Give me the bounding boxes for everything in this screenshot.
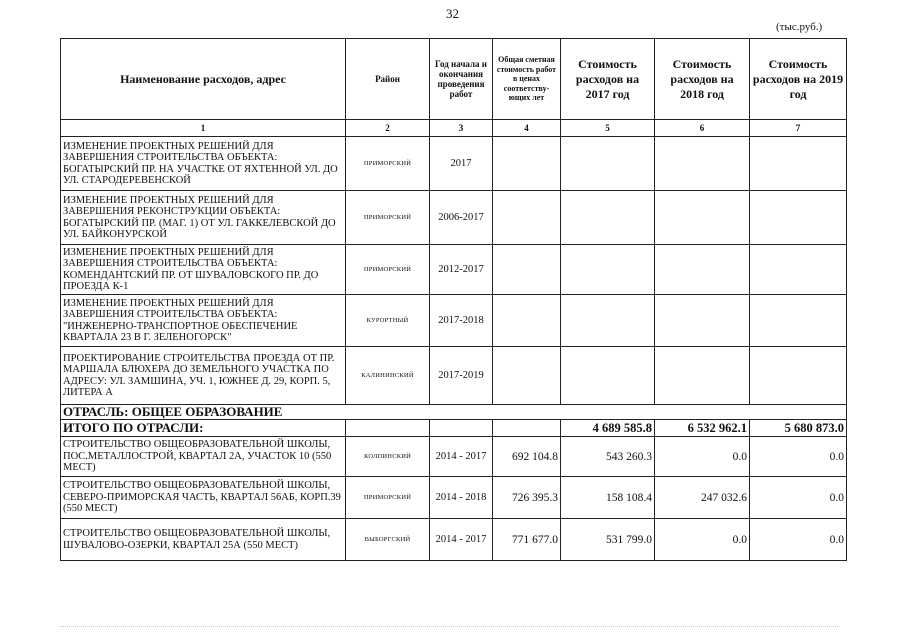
header-cost-2019: Стоимость расходов на 2019 год xyxy=(750,39,847,120)
cost-2017 xyxy=(561,137,655,191)
estimate-cost xyxy=(493,245,561,295)
expense-name: ИЗМЕНЕНИЕ ПРОЕКТНЫХ РЕШЕНИЙ ДЛЯ ЗАВЕРШЕНИЯ РЕКОНСТРУКЦИИ ОБЪЕКТА: БОГАТЫРСКИЙ ПР. (МАГ. 1) ОТ УЛ. ГАККЕЛЕВСКОЙ ДО УЛ. БАЙКОНУРСКОЙ xyxy=(61,191,346,245)
column-number: 1 xyxy=(61,120,346,137)
estimate-cost: 771 677.0 xyxy=(493,519,561,561)
cost-2018 xyxy=(655,137,750,191)
header-cost-2017: Стоимость расходов на 2017 год xyxy=(561,39,655,120)
scan-artifact-line xyxy=(60,626,840,629)
cost-2019: 0.0 xyxy=(750,519,847,561)
cost-2018 xyxy=(655,295,750,347)
expense-name: СТРОИТЕЛЬСТВО ОБЩЕОБРАЗОВАТЕЛЬНОЙ ШКОЛЫ, СЕВЕРО-ПРИМОРСКАЯ ЧАСТЬ, КВАРТАЛ 56АБ, КОРП.39 (550 МЕСТ) xyxy=(61,477,346,519)
column-number-row xyxy=(61,120,847,137)
empty-cell xyxy=(493,420,561,437)
header-estimate: Общая сметная стоимость работ в ценах соответству-ющих лет xyxy=(493,39,561,120)
column-number: 5 xyxy=(561,120,655,137)
header-district: Район xyxy=(346,39,430,120)
estimate-cost xyxy=(493,191,561,245)
estimate-cost xyxy=(493,295,561,347)
district: КАЛИНИНСКИЙ xyxy=(346,347,430,405)
work-years: 2014 - 2018 xyxy=(430,477,493,519)
table-row xyxy=(61,191,847,245)
work-years: 2014 - 2017 xyxy=(430,519,493,561)
column-number: 4 xyxy=(493,120,561,137)
empty-cell xyxy=(346,420,430,437)
header-years: Год начала и окончания проведения работ xyxy=(430,39,493,120)
total-2017: 4 689 585.8 xyxy=(561,420,655,437)
expense-name: ПРОЕКТИРОВАНИЕ СТРОИТЕЛЬСТВА ПРОЕЗДА ОТ ПР. МАРШАЛА БЛЮХЕРА ДО ЗЕМЕЛЬНОГО УЧАСТКА ПО АДРЕСУ: УЛ. ЗАМШИНА, УЧ. 1, ЮЖНЕЕ Д. 29, КОРП. 5, ЛИТЕРА А xyxy=(61,347,346,405)
table-row xyxy=(61,347,847,405)
column-number: 3 xyxy=(430,120,493,137)
units-label: (тыс.руб.) xyxy=(776,21,823,33)
table-row xyxy=(61,519,847,561)
cost-2018 xyxy=(655,347,750,405)
section-total-label: ИТОГО ПО ОТРАСЛИ: xyxy=(61,420,346,437)
empty-cell xyxy=(430,420,493,437)
district: ПРИМОРСКИЙ xyxy=(346,245,430,295)
table-row xyxy=(61,477,847,519)
cost-2017 xyxy=(561,245,655,295)
cost-2019 xyxy=(750,347,847,405)
work-years: 2014 - 2017 xyxy=(430,437,493,477)
cost-2017: 158 108.4 xyxy=(561,477,655,519)
work-years: 2006-2017 xyxy=(430,191,493,245)
column-number: 6 xyxy=(655,120,750,137)
total-2018: 6 532 962.1 xyxy=(655,420,750,437)
cost-2018: 0.0 xyxy=(655,437,750,477)
cost-2017: 543 260.3 xyxy=(561,437,655,477)
work-years: 2017-2018 xyxy=(430,295,493,347)
expense-name: ИЗМЕНЕНИЕ ПРОЕКТНЫХ РЕШЕНИЙ ДЛЯ ЗАВЕРШЕНИЯ СТРОИТЕЛЬСТВА ОБЪЕКТА: БОГАТЫРСКИЙ ПР. НА УЧАСТКЕ ОТ ЯХТЕННОЙ УЛ. ДО УЛ. СТАРОДЕРЕВЕНСКОЙ xyxy=(61,137,346,191)
page-number: 32 xyxy=(446,6,459,21)
cost-2018 xyxy=(655,245,750,295)
cost-2017 xyxy=(561,347,655,405)
district: КОЛПИНСКИЙ xyxy=(346,437,430,477)
column-number: 7 xyxy=(750,120,847,137)
cost-2019 xyxy=(750,191,847,245)
cost-2019 xyxy=(750,137,847,191)
section-title: ОТРАСЛЬ: ОБЩЕЕ ОБРАЗОВАНИЕ xyxy=(61,405,847,420)
header-cost-2018: Стоимость расходов на 2018 год xyxy=(655,39,750,120)
header-row xyxy=(61,39,847,120)
cost-2019 xyxy=(750,295,847,347)
cost-2019 xyxy=(750,245,847,295)
table-row xyxy=(61,437,847,477)
expense-name: СТРОИТЕЛЬСТВО ОБЩЕОБРАЗОВАТЕЛЬНОЙ ШКОЛЫ, ПОС.МЕТАЛЛОСТРОЙ, КВАРТАЛ 2А, УЧАСТОК 10 (550 МЕСТ) xyxy=(61,437,346,477)
cost-2017 xyxy=(561,295,655,347)
estimate-cost xyxy=(493,347,561,405)
district: ВЫБОРГСКИЙ xyxy=(346,519,430,561)
expense-name: ИЗМЕНЕНИЕ ПРОЕКТНЫХ РЕШЕНИЙ ДЛЯ ЗАВЕРШЕНИЯ СТРОИТЕЛЬСТВА ОБЪЕКТА: "ИНЖЕНЕРНО-ТРАНСПОРТНОЕ ОБЕСПЕЧЕНИЕ КВАРТАЛА 23 В Г. ЗЕЛЕНОГОРСК" xyxy=(61,295,346,347)
cost-2017: 531 799.0 xyxy=(561,519,655,561)
expense-name: ИЗМЕНЕНИЕ ПРОЕКТНЫХ РЕШЕНИЙ ДЛЯ ЗАВЕРШЕНИЯ СТРОИТЕЛЬСТВА ОБЪЕКТА: КОМЕНДАНТСКИЙ ПР. ОТ ШУВАЛОВСКОГО ПР. ДО ПРОЕЗДА К-1 xyxy=(61,245,346,295)
expense-name: СТРОИТЕЛЬСТВО ОБЩЕОБРАЗОВАТЕЛЬНОЙ ШКОЛЫ, ШУВАЛОВО-ОЗЕРКИ, КВАРТАЛ 25А (550 МЕСТ) xyxy=(61,519,346,561)
column-number: 2 xyxy=(346,120,430,137)
header-name: Наименование расходов, адрес xyxy=(61,39,346,120)
total-2019: 5 680 873.0 xyxy=(750,420,847,437)
work-years: 2017-2019 xyxy=(430,347,493,405)
cost-2019: 0.0 xyxy=(750,477,847,519)
estimate-cost: 692 104.8 xyxy=(493,437,561,477)
work-years: 2012-2017 xyxy=(430,245,493,295)
district: ПРИМОРСКИЙ xyxy=(346,137,430,191)
cost-2019: 0.0 xyxy=(750,437,847,477)
district: ПРИМОРСКИЙ xyxy=(346,477,430,519)
cost-2017 xyxy=(561,191,655,245)
table-row xyxy=(61,295,847,347)
table-row xyxy=(61,245,847,295)
section-row xyxy=(61,405,847,420)
estimate-cost: 726 395.3 xyxy=(493,477,561,519)
budget-table xyxy=(60,38,847,561)
cost-2018: 0.0 xyxy=(655,519,750,561)
estimate-cost xyxy=(493,137,561,191)
district: КУРОРТНЫЙ xyxy=(346,295,430,347)
district: ПРИМОРСКИЙ xyxy=(346,191,430,245)
section-total-row xyxy=(61,420,847,437)
work-years: 2017 xyxy=(430,137,493,191)
cost-2018 xyxy=(655,191,750,245)
table-row xyxy=(61,137,847,191)
cost-2018: 247 032.6 xyxy=(655,477,750,519)
